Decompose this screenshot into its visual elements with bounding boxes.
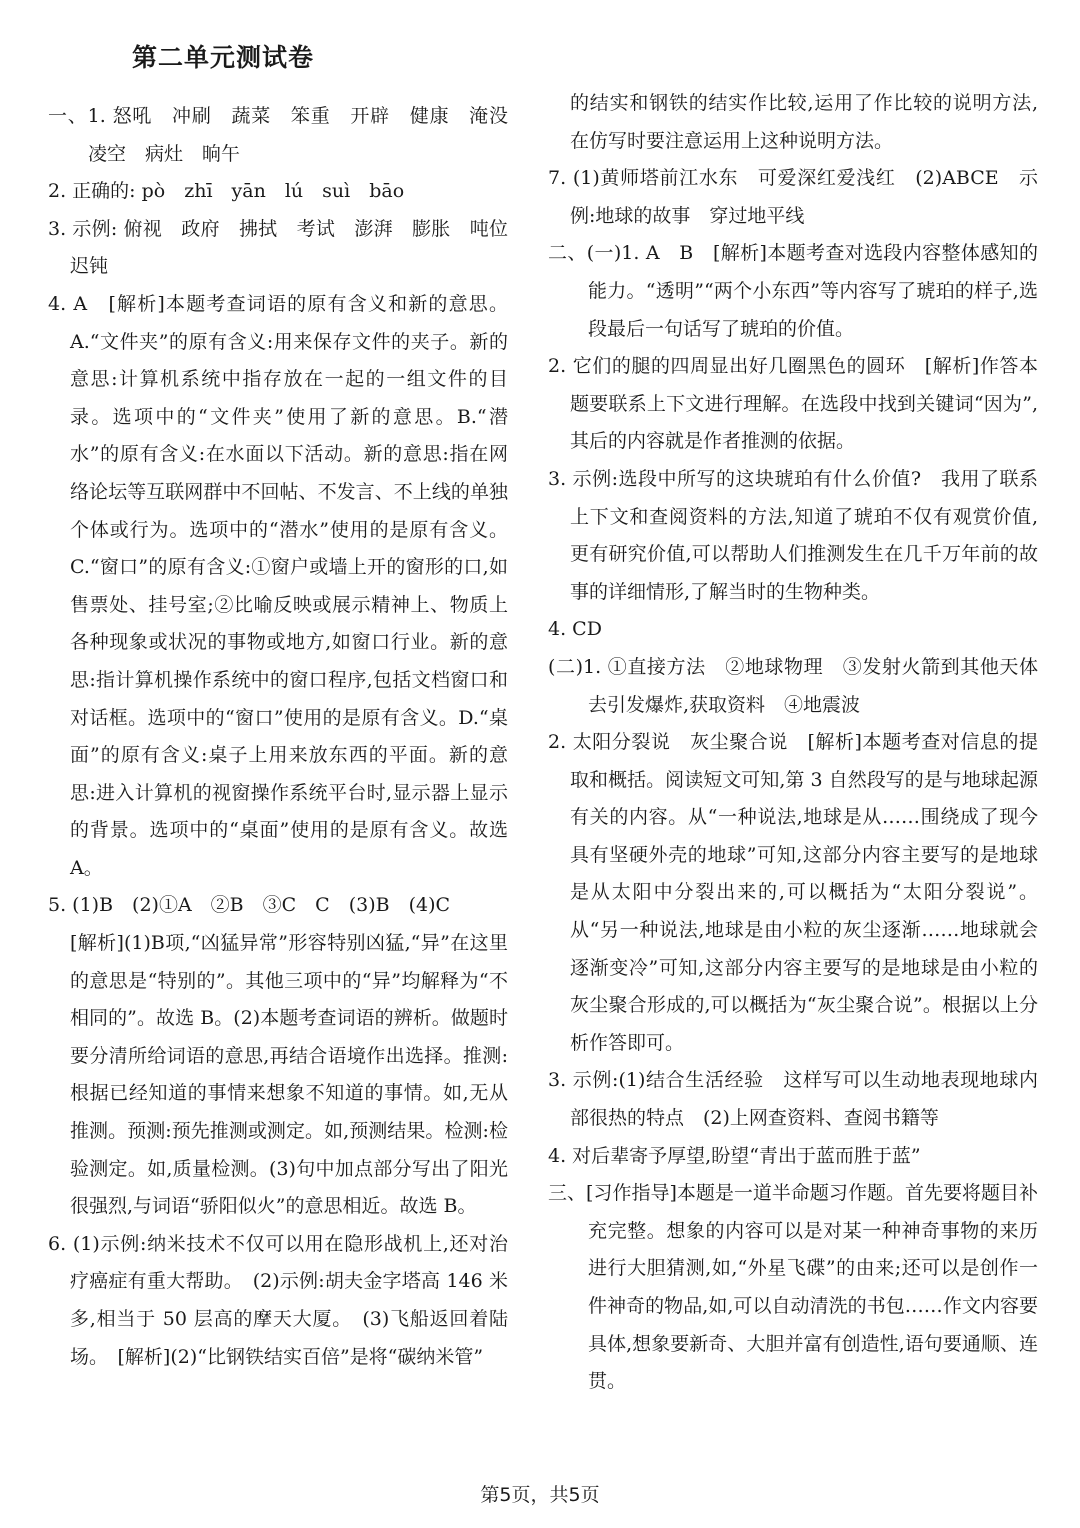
answer-1-5: 5. (1)B (2)①A ②B ③C C (3)B (4)C (48, 894, 451, 917)
page-title: 第二单元测试卷 (132, 43, 315, 72)
answer-3-writing: 三、[习作指导]本题是一道半命题习作题。首先要将题目补充完整。想象的内容可以是对某一种神奇事物的来历进行大胆猜测,如,“外星飞碟”的由来;还可以是创作一件神奇的物品,如,可以自动清洗的书包……作文内容要具体,想象要新奇、大胆并富有创造性,语句要通顺、连贯。 (548, 1182, 1038, 1393)
answer-1-3: 3. 示例: 俯视 政府 拂拭 考试 澎湃 膨胀 吨位 迟钝 (48, 217, 528, 278)
answer-2-1-3: 3. 示例:选段中所写的这块琥珀有什么价值? 我用了联系上下文和查阅资料的方法,知道了琥珀不仅有观赏价值,更有研究价值,可以帮助人们推测发生在几千万年前的故事的详细情形,了解当时的生物种类。 (548, 467, 1038, 603)
answer-2-1-1: 二、(一)1. A B [解析]本题考查对选段内容整体感知的能力。“透明”“两个小东西”等内容写了琥珀的样子,选段最后一句话写了琥珀的价值。 (548, 242, 1038, 340)
answer-2-2-2: 2. 太阳分裂说 灰尘聚合说 [解析]本题考查对信息的提取和概括。阅读短文可知,第 3 自然段写的是与地球起源有关的内容。从“一种说法,地球是从……围绕成了现今具有坚硬外壳的地球”可知,这部分内容主要写的是地球是从太阳中分裂出来的,可以概括为“太阳分裂说”。从“另一种说法,地球是由小粒的灰尘逐渐……地球就会逐渐变冷”可知,这部分内容主要写的是地球是由小粒的灰尘聚合形成的,可以概括为“灰尘聚合说”。根据以上分析作答即可。 (548, 731, 1038, 1054)
page-footer: 第5页，共5页 (480, 1484, 600, 1506)
answer-2-2-3: 3. 示例:(1)结合生活经验 这样写可以生动地表现地球内部很热的特点 (2)上网查资料、查阅书籍等 (548, 1069, 1038, 1130)
answer-1-2: 2. 正确的: pò zhī yān lú suì bāo (48, 180, 405, 203)
answer-1-1: 一、1. 怒吼 冲刷 蔬菜 笨重 开辟 健康 淹没 凌空 病灶 晌午 (48, 105, 528, 165)
answer-2-2-4: 4. 对后辈寄予厚望,盼望“青出于蓝而胜于蓝” (548, 1144, 921, 1167)
answer-2-2-1: (二)1. ①直接方法 ②地球物理 ③发射火箭到其他天体去引发爆炸,获取资料 ④地震波 (548, 655, 1038, 716)
answer-1-7: 7. (1)黄师塔前江水东 可爱深红爱浅红 (2)ABCE 示例:地球的故事 穿过地平线 (548, 167, 1038, 227)
answer-1-6-continued: 的结实和钢铁的结实作比较,运用了作比较的说明方法,在仿写时要注意运用上这种说明方法。 (570, 92, 1038, 152)
answer-1-6: 6. (1)示例:纳米技术不仅可以用在隐形战机上,还对治疗癌症有重大帮助。 (2)示例:胡夫金字塔高 146 米多,相当于 50 层高的摩天大厦。 (3)飞船返回着陆场。 [解析](2)“比钢铁结实百倍”是将“碳纳米管” (48, 1232, 508, 1368)
answer-1-4: 4. A [解析]本题考查词语的原有含义和新的意思。A.“文件夹”的原有含义:用来保存文件的夹子。新的意思:计算机系统中指存放在一起的一组文件的目录。选项中的“文件夹”使用了新的意思。B.“潜水”的原有含义:在水面以下活动。新的意思:指在网络论坛等互联网群中不回帖、不发言、不上线的单独个体或行为。选项中的“潜水”使用的是原有含义。C.“窗口”的原有含义:①窗户或墙上开的窗形的口,如售票处、挂号室;②比喻反映或展示精神上、物质上各种现象或状况的事物或地方,如窗口行业。新的意思:指计算机操作系统中的窗口程序,包括文档窗口和对话框。选项中的“窗口”使用的是原有含义。D.“桌面”的原有含义:桌子上用来放东西的平面。新的意思:进入计算机的视窗操作系统平台时,显示器上显示的背景。选项中的“桌面”使用的是原有含义。故选 A。 (48, 292, 508, 879)
right-column (548, 85, 1038, 1401)
answer-2-1-4: 4. CD (548, 618, 602, 641)
answer-2-1-2: 2. 它们的腿的四周显出好几圈黑色的圆环 [解析]作答本题要联系上下文进行理解。在选段中找到关键词“因为”,其后的内容就是作者推测的依据。 (548, 355, 1038, 453)
left-column (48, 98, 528, 1376)
answer-1-5-analysis: [解析](1)B项,“凶猛异常”形容特别凶猛,“异”在这里的意思是“特别的”。其他三项中的“异”均解释为“不相同的”。故选 B。(2)本题考查词语的辨析。做题时要分清所给词语的意思,再结合语境作出选择。推测:根据已经知道的事情来想象不知道的事情。如,无从推测。预测:预先推测或测定。如,预测结果。检测:检验测定。如,质量检测。(3)句中加点部分写出了阳光很强烈,与词语“骄阳似火”的意思相近。故选 B。 (70, 932, 508, 1218)
